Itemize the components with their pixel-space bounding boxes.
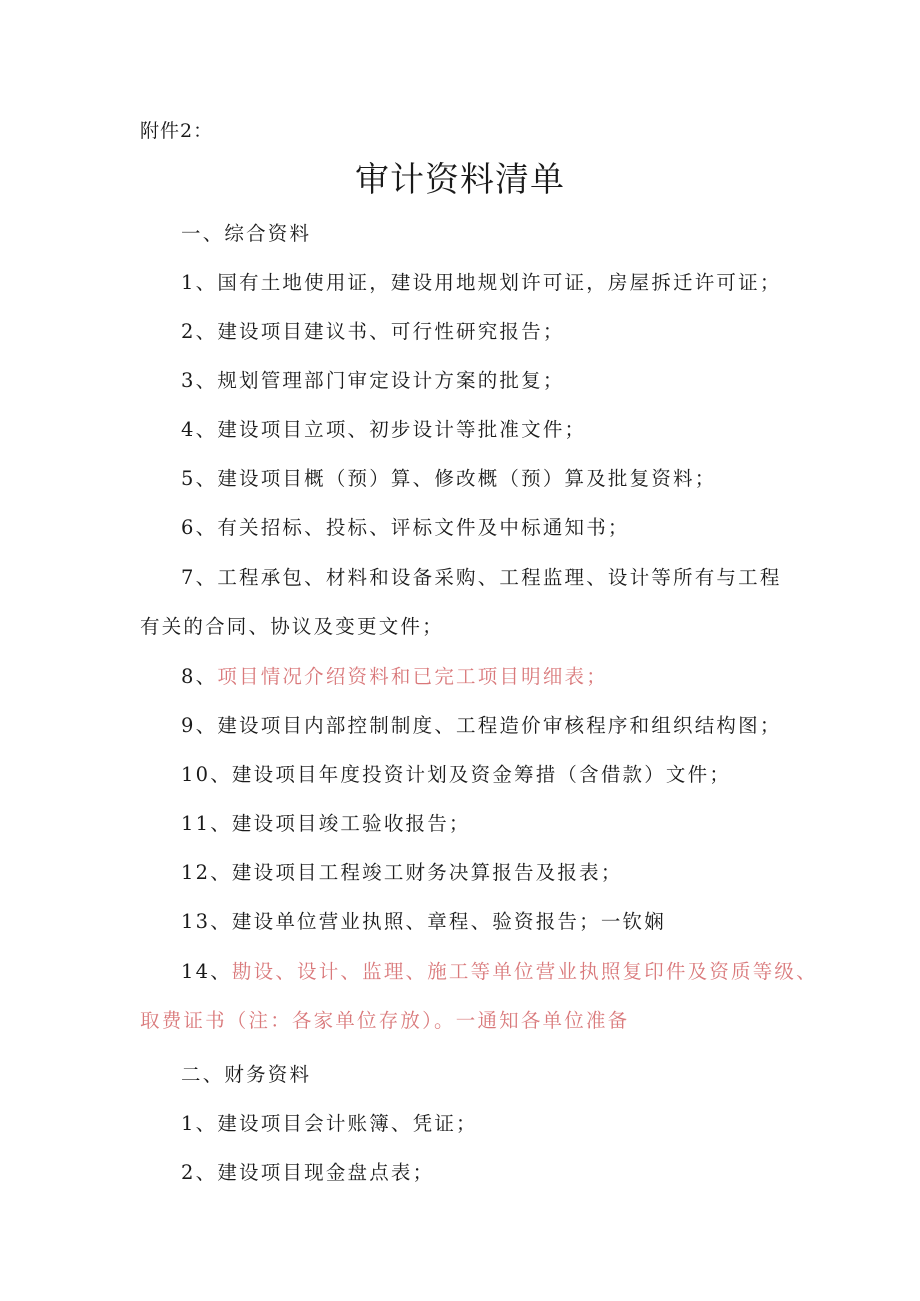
item-number: 5、 — [181, 467, 218, 490]
item-text: 建设项目年度投资计划及资金筹措（含借款）文件； — [231, 763, 732, 786]
item-text: 勘设、设计、监理、施工等单位营业执照复印件及资质等级、 — [231, 960, 818, 983]
item-number: 9、 — [181, 714, 218, 737]
item-number: 12、 — [181, 861, 232, 884]
item-text: 建设项目现金盘点表； — [217, 1161, 435, 1184]
list-item — [181, 861, 623, 885]
list-item — [181, 960, 818, 984]
item-number: 11、 — [181, 812, 232, 835]
list-item — [181, 910, 666, 934]
item-text: 建设项目会计账簿、凭证； — [217, 1112, 478, 1135]
item-number: 2、 — [181, 320, 218, 343]
item-number: 2、 — [181, 1161, 218, 1184]
list-item — [181, 566, 782, 590]
item-text: 建设单位营业执照、章程、验资报告；一钦娴 — [231, 910, 666, 933]
item-number: 10、 — [181, 763, 232, 786]
document-title: 审计资料清单 — [355, 160, 565, 200]
item-number: 1、 — [181, 271, 218, 294]
list-item — [181, 516, 630, 540]
item-number: 1、 — [181, 1112, 218, 1135]
list-item — [181, 763, 731, 787]
list-item — [181, 714, 782, 738]
section-heading-finance: 二、财务资料 — [181, 1063, 312, 1086]
list-item — [181, 1112, 478, 1136]
list-item — [181, 1161, 434, 1185]
item-number: 4、 — [181, 418, 218, 441]
item-text: 建设项目内部控制制度、工程造价审核程序和组织结构图； — [217, 714, 782, 737]
item-text: 国有土地使用证，建设用地规划许可证，房屋拆迁许可证； — [217, 271, 782, 294]
item-number: 14、 — [181, 960, 232, 983]
list-item — [181, 467, 716, 491]
item-text: 建设项目工程竣工财务决算报告及报表； — [231, 861, 623, 884]
item-text: 规划管理部门审定设计方案的批复； — [217, 369, 565, 392]
item-text: 建设项目竣工验收报告； — [231, 812, 471, 835]
list-item — [181, 665, 608, 689]
item-text: 建设项目建议书、可行性研究报告； — [217, 320, 565, 343]
item-number: 3、 — [181, 369, 218, 392]
item-text: 有关招标、投标、评标文件及中标通知书； — [217, 516, 630, 539]
attachment-label: 附件2： — [140, 120, 214, 142]
item-number: 13、 — [181, 910, 232, 933]
item-number: 7、 — [181, 566, 218, 589]
item-text: 建设项目立项、初步设计等批准文件； — [217, 418, 587, 441]
item-number: 6、 — [181, 516, 218, 539]
item-number: 8、 — [181, 665, 218, 688]
list-item — [181, 418, 586, 442]
section-heading-general: 一、综合资料 — [181, 222, 312, 245]
list-item-continuation: 有关的合同、协议及变更文件； — [140, 615, 444, 638]
item-text: 工程承包、材料和设备采购、工程监理、设计等所有与工程 — [217, 566, 782, 589]
list-item — [181, 812, 471, 836]
list-item — [181, 271, 782, 295]
list-item — [181, 369, 565, 393]
list-item-continuation: 取费证书（注：各家单位存放）。一通知各单位准备 — [140, 1009, 630, 1032]
item-text: 项目情况介绍资料和已完工项目明细表； — [217, 665, 608, 688]
item-text: 建设项目概（预）算、修改概（预）算及批复资料； — [217, 467, 717, 490]
list-item — [181, 320, 565, 344]
